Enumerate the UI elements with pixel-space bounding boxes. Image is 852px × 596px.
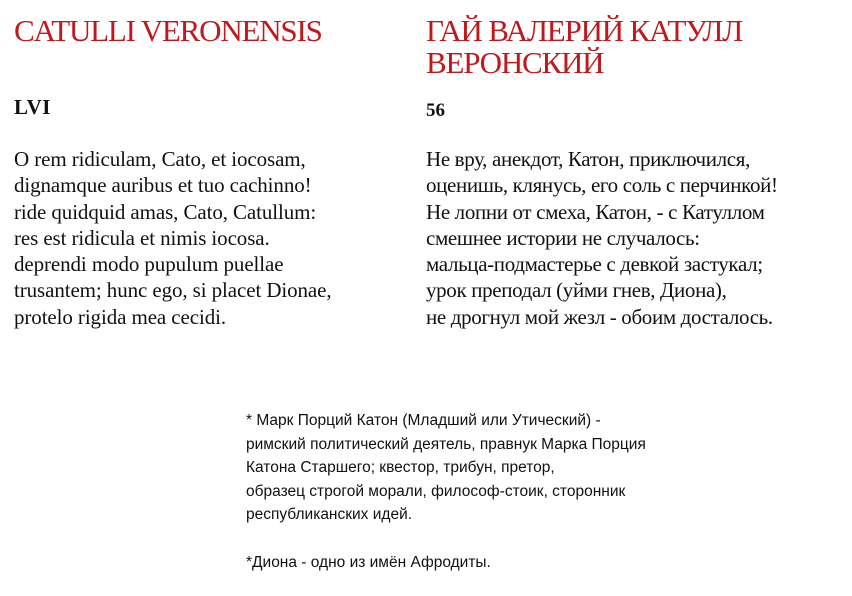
poem-line: мальца-подмастерье с девкой застукал; [426,252,763,277]
poem-line: O rem ridiculam, Cato, et iocosam, [14,147,306,171]
russian-title-line: ГАЙ ВАЛЕРИЙ КАТУЛЛ [426,13,743,48]
footnote-cato-line: Катона Старшего; квестор, трибун, претор, [246,459,555,477]
poem-line: protelo rigida mea cecidi. [14,304,226,329]
russian-title [426,15,742,79]
latin-poem-number: LVI [14,95,51,119]
poem-line: ride quidquid amas, Cato, Catullum: [14,199,317,224]
poem-line: Не вру, анекдот, Катон, приключился, [426,147,750,171]
footnote-cato-line: республиканских идей. [246,506,413,524]
russian-poem [426,146,778,330]
footnote-spacer [246,527,746,551]
poem-line: dignamque auribus et tuo cachinno! [14,173,312,198]
poem-line: оценишь, клянусь, его соль с перчинкой! [426,173,778,198]
poem-line: урок преподал (уйми гнев, Диона), [426,278,727,303]
footnote-cato-line: * Марк Порций Катон (Младший или Утический) - [246,412,601,429]
russian-title-line: ВЕРОНСКИЙ [426,45,604,80]
footnote-cato-line: образец строгой морали, философ-стоик, сторонник [246,482,626,500]
poem-line: deprendi modo pupulum puellae [14,252,284,277]
poem-line: не дрогнул мой жезл - обоим досталось. [426,304,773,329]
footnote-diona: *Диона - одно из имён Афродиты. [246,553,491,571]
poem-line: Не лопни от смеха, Катон, - с Катуллом [426,199,765,224]
latin-title: CATULLI VERONENSIS [14,13,322,48]
footnotes [246,409,746,575]
latin-poem [14,146,332,330]
russian-poem-number: 56 [426,100,445,121]
footnote-cato-line: римский политический деятель, правнук Марка Порция [246,435,646,453]
poem-line: смешнее истории не случалось: [426,225,700,250]
poem-line: res est ridicula et nimis iocosa. [14,225,270,250]
poem-line: trusantem; hunc ego, si placet Dionae, [14,278,332,303]
